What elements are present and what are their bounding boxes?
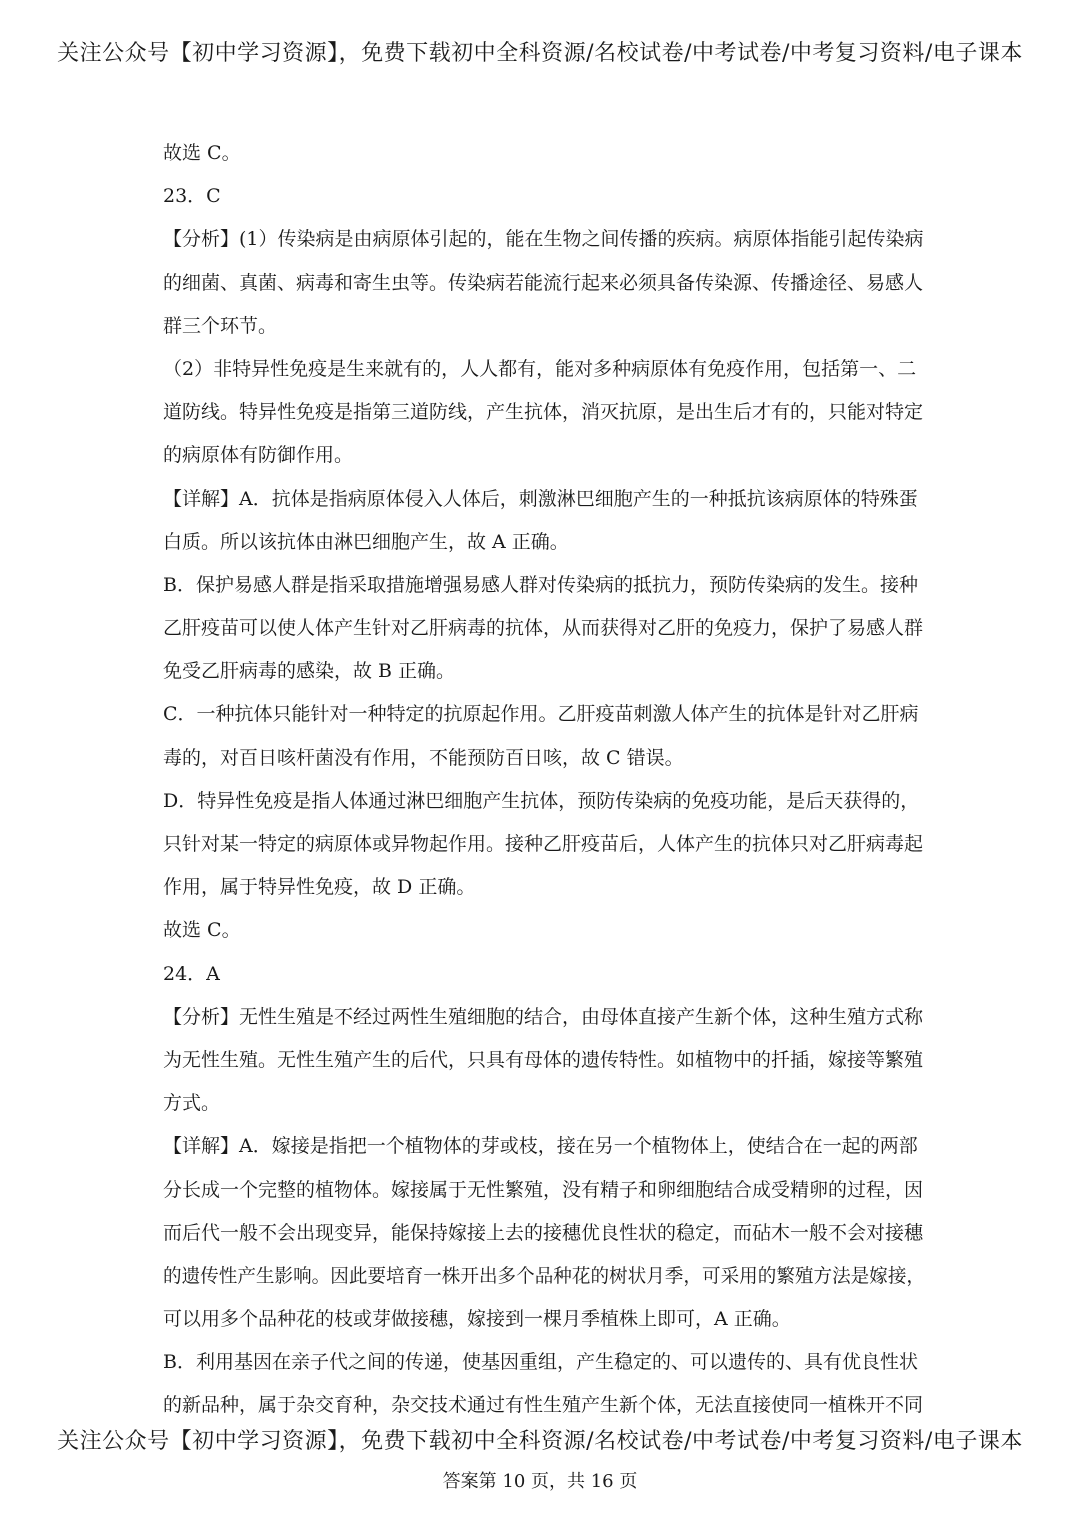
text-line: 为无性生殖。无性生殖产生的后代，只具有母体的遗传特性。如植物中的扦插，嫁接等繁殖: [163, 1048, 924, 1071]
text-line: 的新品种，属于杂交育种，杂交技术通过有性生殖产生新个体，无法直接使同一植株开不同: [163, 1394, 924, 1417]
text-line: 分长成一个完整的植物体。嫁接属于无性繁殖，没有精子和卵细胞结合成受精卵的过程，因: [163, 1178, 924, 1201]
text-line: 故选 C。: [163, 142, 241, 164]
text-line: 道防线。特异性免疫是指第三道防线，产生抗体，消灭抗原，是出生后才有的，只能对特定: [163, 401, 924, 424]
text-line: 【分析】(1）传染病是由病原体引起的，能在生物之间传播的疾病。病原体指能引起传染病: [163, 228, 924, 251]
text-line: 【分析】无性生殖是不经过两性生殖细胞的结合，由母体直接产生新个体，这种生殖方式称: [163, 1005, 924, 1028]
text-line: D．特异性免疫是指人体通过淋巴细胞产生抗体，预防传染病的免疫功能，是后天获得的，: [163, 789, 920, 812]
text-line: 的遗传性产生影响。因此要培育一株开出多个品种花的树状月季，可采用的繁殖方法是嫁接，: [163, 1264, 926, 1287]
text-line: 方式。: [163, 1092, 221, 1115]
text-line: 乙肝疫苗可以使人体产生针对乙肝病毒的抗体，从而获得对乙肝的免疫力，保护了易感人群: [163, 617, 924, 640]
text-line: B．利用基因在亲子代之间的传递，使基因重组，产生稳定的、可以遗传的、具有优良性状: [163, 1351, 918, 1374]
text-line: 故选 C。: [163, 919, 241, 942]
document-body: [163, 138, 926, 1434]
text-line: 作用，属于特异性免疫，故 D 正确。: [163, 876, 476, 899]
bottom-banner: 关注公众号【初中学习资源】，免费下载初中全科资源/名校试卷/中考试卷/中考复习资料/电子课本: [57, 1429, 1023, 1454]
page-footer: 答案第 10 页，共 16 页: [442, 1471, 638, 1492]
text-line: 免受乙肝病毒的感染，故 B 正确。: [163, 660, 456, 683]
text-line: 白质。所以该抗体由淋巴细胞产生，故 A 正确。: [163, 530, 569, 553]
text-line: C．一种抗体只能针对一种特定的抗原起作用。乙肝疫苗刺激人体产生的抗体是针对乙肝病: [163, 703, 919, 726]
text-line: 24．A: [163, 962, 220, 985]
text-line: B．保护易感人群是指采取措施增强易感人群对传染病的抵抗力，预防传染病的发生。接种: [163, 573, 918, 596]
text-line: 只针对某一特定的病原体或异物起作用。接种乙肝疫苗后，人体产生的抗体只对乙肝病毒起: [163, 833, 924, 855]
text-line: 毒的，对百日咳杆菌没有作用，不能预防百日咳，故 C 错误。: [163, 746, 684, 769]
text-line: 23．C: [163, 185, 221, 208]
text-line: 【详解】A．抗体是指病原体侵入人体后，刺激淋巴细胞产生的一种抵抗该病原体的特殊蛋: [163, 487, 918, 510]
top-banner: 关注公众号【初中学习资源】，免费下载初中全科资源/名校试卷/中考试卷/中考复习资料/电子课本: [57, 41, 1023, 66]
text-line: （2）非特异性免疫是生来就有的，人人都有，能对多种病原体有免疫作用，包括第一、二: [163, 357, 917, 380]
text-line: 而后代一般不会出现变异，能保持嫁接上去的接穗优良性状的稳定，而砧木一般不会对接穗: [163, 1221, 924, 1244]
text-line: 群三个环节。: [163, 314, 278, 337]
text-line: 可以用多个品种花的枝或芽做接穗，嫁接到一棵月季植株上即可，A 正确。: [163, 1308, 791, 1331]
text-line: 的病原体有防御作用。: [163, 444, 354, 467]
text-line: 的细菌、真菌、病毒和寄生虫等。传染病若能流行起来必须具备传染源、传播途径、易感人: [163, 271, 924, 294]
text-line: 【详解】A．嫁接是指把一个植物体的芽或枝，接在另一个植物体上，使结合在一起的两部: [163, 1135, 918, 1158]
